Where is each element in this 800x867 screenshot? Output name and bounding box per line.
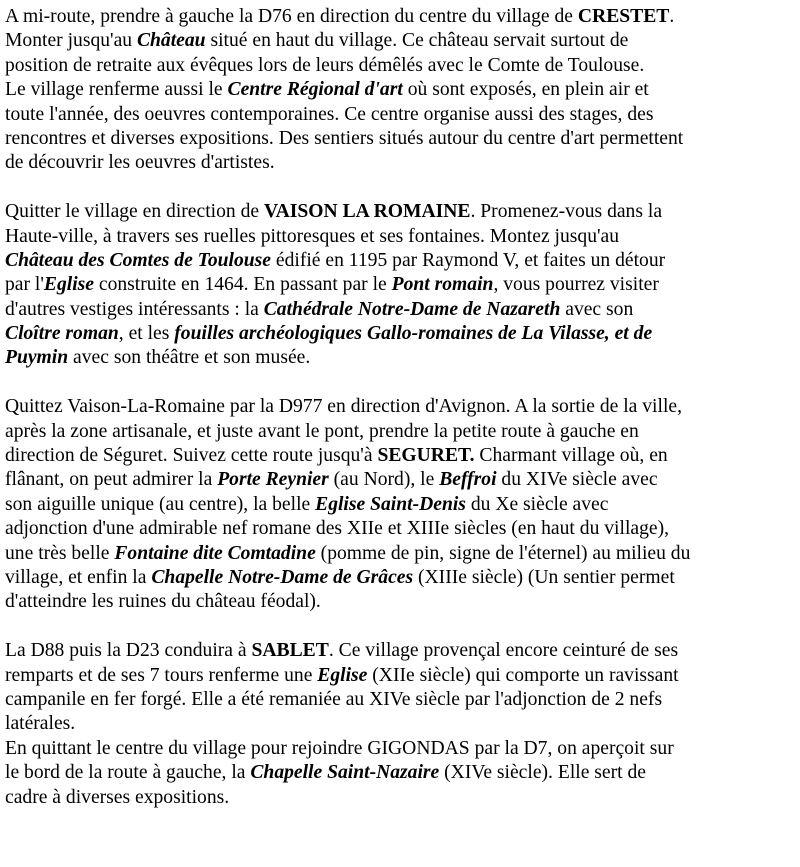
text-line <box>5 54 797 78</box>
emphasized-place-name: Eglise <box>43 274 94 296</box>
emphasized-place-name: Beffroi <box>439 469 497 491</box>
text-run: , et les <box>118 323 175 345</box>
text-line <box>5 688 797 712</box>
emphasized-place-name: Cathédrale Notre-Dame de Nazareth <box>263 298 561 320</box>
text-run: A mi-route, prendre à gauche la D76 en direction du centre du village de <box>5 6 578 27</box>
text-run: position de retraite aux évêques lors de leurs démêlés avec le Comte de Toulouse. <box>5 54 645 76</box>
text-run: de découvrir les oeuvres d'artistes. <box>5 152 275 174</box>
text-line <box>5 542 797 566</box>
text-run: du Xe siècle avec <box>465 493 609 515</box>
text-line <box>5 249 797 273</box>
text-run: toute l'année, des oeuvres contemporaines. Ce centre organise aussi des stages, des <box>5 103 654 125</box>
paragraph-gap <box>5 176 797 200</box>
text-line <box>5 590 797 614</box>
bold-place-name: VAISON LA ROMAINE <box>263 201 471 223</box>
text-line <box>5 151 797 175</box>
paragraph-3 <box>5 395 797 615</box>
bold-place-name: SEGURET. <box>377 445 475 467</box>
text-run: Charmant village où, en <box>474 445 668 467</box>
paragraph-2 <box>5 200 797 371</box>
text-line <box>5 298 797 322</box>
bold-place-name: SABLET <box>251 640 329 662</box>
text-run: (XIVe siècle). Elle sert de <box>439 762 646 784</box>
text-run: le bord de la route à gauche, la <box>5 762 251 784</box>
text-line <box>5 639 797 663</box>
text-run: rencontres et diverses expositions. Des sentiers situés autour du centre d'art permettent <box>5 127 684 149</box>
text-line <box>5 493 797 517</box>
text-line <box>5 444 797 468</box>
emphasized-place-name: Eglise <box>317 664 368 686</box>
text-run: En quittant le centre du village pour rejoindre GIGONDAS par la D7, on aperçoit sur <box>5 737 674 759</box>
text-run: . <box>669 6 675 27</box>
text-run: d'atteindre les ruines du château féodal). <box>5 591 321 613</box>
text-line <box>5 420 797 444</box>
text-run: La D88 puis la D23 conduira à <box>5 640 252 662</box>
text-line <box>5 395 797 419</box>
text-line <box>5 5 797 29</box>
text-run: avec son <box>560 298 634 320</box>
paragraph-4 <box>5 639 797 810</box>
text-run: d'autres vestiges intéressants : la <box>5 298 264 320</box>
text-run: du XIVe siècle avec <box>496 469 658 491</box>
bold-place-name: CRESTET <box>577 6 670 27</box>
text-run: (au Nord), le <box>328 469 440 491</box>
text-line <box>5 200 797 224</box>
paragraph-gap <box>5 615 797 639</box>
text-line <box>5 664 797 688</box>
text-run: construite en 1464. En passant par le <box>93 274 392 296</box>
paragraph-1 <box>5 5 797 176</box>
text-line <box>5 78 797 102</box>
text-line <box>5 737 797 761</box>
emphasized-place-name: Fontaine dite Comtadine <box>114 542 316 564</box>
text-run: Quitter le village en direction de <box>5 201 264 223</box>
text-line <box>5 127 797 151</box>
text-line <box>5 103 797 127</box>
text-line <box>5 322 797 346</box>
emphasized-place-name: fouilles archéologiques Gallo-romaines de La Vilasse, et de <box>174 323 653 345</box>
text-line <box>5 712 797 736</box>
text-run: après la zone artisanale, et juste avant le pont, prendre la petite route à gauche en <box>5 420 639 442</box>
text-run: campanile en fer forgé. Elle a été remaniée au XIVe siècle par l'adjonction de 2 nefs <box>5 688 663 710</box>
text-run: , vous pourrez visiter <box>493 274 659 296</box>
text-line <box>5 761 797 785</box>
document-body <box>5 5 797 810</box>
text-run: une très belle <box>5 542 115 564</box>
text-run: direction de Séguret. Suivez cette route jusqu'à <box>5 445 378 467</box>
text-run: son aiguille unique (au centre), la belle <box>5 493 316 515</box>
text-run: (XIIe siècle) qui comporte un ravissant <box>367 664 679 686</box>
text-line <box>5 29 797 53</box>
emphasized-place-name: Chapelle Notre-Dame de Grâces <box>151 566 414 588</box>
emphasized-place-name: Centre Régional d'art <box>227 79 403 101</box>
emphasized-place-name: Château <box>136 30 206 52</box>
emphasized-place-name: Château des Comtes de Toulouse <box>5 249 271 271</box>
emphasized-place-name: Pont romain <box>391 274 494 296</box>
text-run: avec son théâtre et son musée. <box>68 347 311 369</box>
text-run: flânant, on peut admirer la <box>5 469 218 491</box>
paragraph-gap <box>5 371 797 395</box>
text-run: édifié en 1195 par Raymond V, et faites un détour <box>271 249 666 271</box>
text-line <box>5 273 797 297</box>
emphasized-place-name: Cloître roman <box>5 323 119 345</box>
text-run: Haute-ville, à travers ses ruelles pittoresques et ses fontaines. Montez jusqu'au <box>5 225 620 247</box>
text-run: situé en haut du village. Ce château servait surtout de <box>205 30 629 52</box>
text-run: Monter jusqu'au <box>5 30 137 52</box>
text-run: remparts et de ses 7 tours renferme une <box>5 664 318 686</box>
emphasized-place-name: Puymin <box>5 347 69 369</box>
text-line <box>5 786 797 810</box>
text-run: . Promenez-vous dans la <box>470 201 663 223</box>
text-run: (XIIIe siècle) (Un sentier permet <box>413 566 675 588</box>
text-line <box>5 346 797 370</box>
text-run: où sont exposés, en plein air et <box>402 79 649 101</box>
text-line <box>5 225 797 249</box>
emphasized-place-name: Chapelle Saint-Nazaire <box>250 762 440 784</box>
text-line <box>5 517 797 541</box>
emphasized-place-name: Eglise Saint-Denis <box>315 493 466 515</box>
text-line <box>5 468 797 492</box>
text-run: adjonction d'une admirable nef romane des XIIe et XIIIe siècles (en haut du village), <box>5 518 670 540</box>
text-run: par l' <box>5 274 44 296</box>
text-run: latérales. <box>5 713 76 735</box>
text-run: (pomme de pin, signe de l'éternel) au milieu du <box>315 542 691 564</box>
emphasized-place-name: Porte Reynier <box>217 469 329 491</box>
text-run: . Ce village provençal encore ceinturé de ses <box>328 640 679 662</box>
text-run: Le village renferme aussi le <box>5 79 228 101</box>
text-line <box>5 566 797 590</box>
text-run: village, et enfin la <box>5 566 152 588</box>
text-run: cadre à diverses expositions. <box>5 786 230 808</box>
text-run: Quittez Vaison-La-Romaine par la D977 en direction d'Avignon. A la sortie de la ville, <box>5 396 682 418</box>
